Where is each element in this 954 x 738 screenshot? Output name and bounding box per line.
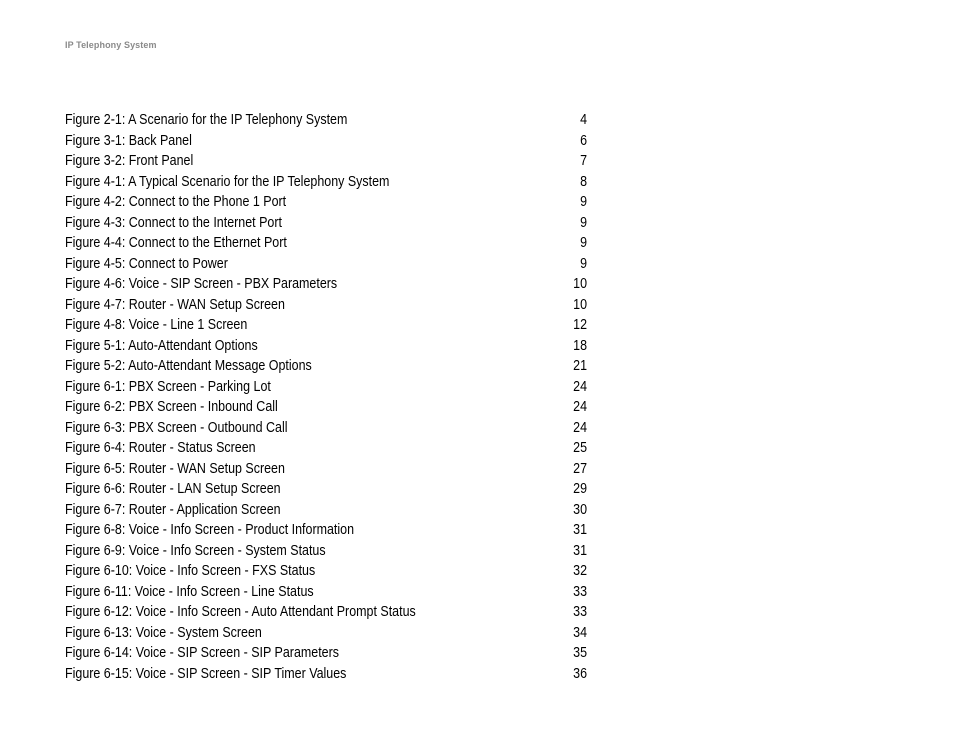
toc-entry-title: Figure 3-1: Back Panel <box>65 132 192 149</box>
toc-entry <box>65 151 587 172</box>
toc-entry <box>65 623 587 644</box>
toc-entry-title: Figure 6-7: Router - Application Screen <box>65 501 281 518</box>
toc-entry-page: 31 <box>573 522 588 538</box>
toc-entry-page: 25 <box>573 440 588 456</box>
toc-entry-title: Figure 5-2: Auto-Attendant Message Options <box>65 358 312 374</box>
toc-entry-page: 34 <box>573 624 588 641</box>
toc-entry-title: Figure 4-3: Connect to the Internet Port <box>65 214 282 231</box>
toc-entry-page: 24 <box>573 419 588 436</box>
toc-entry-page: 33 <box>573 583 588 600</box>
toc-entry-page: 9 <box>580 194 588 210</box>
toc-entry-page: 29 <box>573 481 588 497</box>
toc-entry <box>65 315 587 336</box>
toc-entry-page: 9 <box>580 235 588 251</box>
toc-entry-page: 12 <box>573 317 588 333</box>
toc-entry-title: Figure 3-2: Front Panel <box>65 153 194 169</box>
toc-entry <box>65 295 587 316</box>
toc-entry <box>65 459 587 480</box>
toc-entry-title: Figure 4-6: Voice - SIP Screen - PBX Parameters <box>65 276 338 292</box>
toc-entry <box>65 561 587 582</box>
toc-entry-title: Figure 6-2: PBX Screen - Inbound Call <box>65 399 278 415</box>
toc-entry-title: Figure 6-10: Voice - Info Screen - FXS Status <box>65 563 316 579</box>
toc-entry <box>65 418 587 439</box>
toc-entry-title: Figure 6-8: Voice - Info Screen - Product Information <box>65 522 355 538</box>
toc-entry-page: 27 <box>573 460 588 477</box>
toc-entry-title: Figure 4-1: A Typical Scenario for the IP Telephony System <box>65 173 390 190</box>
toc-entry-page: 21 <box>573 358 588 374</box>
toc-entry <box>65 172 587 193</box>
toc-entry <box>65 479 587 500</box>
toc-entry <box>65 254 587 275</box>
toc-entry-page: 32 <box>573 563 588 579</box>
toc-entry <box>65 541 587 562</box>
toc-entry-page: 4 <box>580 112 588 128</box>
toc-entry <box>65 192 587 213</box>
toc-entry-page: 10 <box>573 296 588 313</box>
toc-entry-page: 24 <box>573 378 588 395</box>
toc-entry-page: 10 <box>573 276 588 292</box>
toc-entry-title: Figure 6-13: Voice - System Screen <box>65 624 262 641</box>
toc-entry-page: 31 <box>573 542 588 559</box>
toc-entry <box>65 110 587 131</box>
toc-entry-title: Figure 6-5: Router - WAN Setup Screen <box>65 460 285 477</box>
list-of-figures <box>65 110 587 684</box>
toc-entry-title: Figure 4-5: Connect to Power <box>65 255 228 272</box>
toc-entry-page: 33 <box>573 604 588 620</box>
toc-entry-title: Figure 6-3: PBX Screen - Outbound Call <box>65 419 288 436</box>
toc-entry <box>65 274 587 295</box>
toc-entry-title: Figure 6-14: Voice - SIP Screen - SIP Parameters <box>65 645 340 661</box>
toc-entry-title: Figure 4-2: Connect to the Phone 1 Port <box>65 194 287 210</box>
toc-entry-title: Figure 4-4: Connect to the Ethernet Port <box>65 235 287 251</box>
toc-entry <box>65 438 587 459</box>
toc-entry-title: Figure 6-1: PBX Screen - Parking Lot <box>65 378 271 395</box>
toc-entry-title: Figure 2-1: A Scenario for the IP Telephony System <box>65 112 348 128</box>
toc-entry <box>65 582 587 603</box>
toc-entry-page: 18 <box>573 337 588 354</box>
toc-entry <box>65 602 587 623</box>
running-header: IP Telephony System <box>65 40 157 50</box>
toc-entry <box>65 643 587 664</box>
toc-entry-page: 24 <box>573 399 588 415</box>
toc-entry <box>65 664 587 685</box>
toc-entry <box>65 520 587 541</box>
toc-entry-title: Figure 6-4: Router - Status Screen <box>65 440 256 456</box>
toc-entry <box>65 233 587 254</box>
toc-entry-title: Figure 5-1: Auto-Attendant Options <box>65 337 258 354</box>
toc-entry-title: Figure 6-12: Voice - Info Screen - Auto Attendant Prompt Status <box>65 604 416 620</box>
toc-entry-title: Figure 6-11: Voice - Info Screen - Line Status <box>65 583 314 600</box>
toc-entry-title: Figure 6-15: Voice - SIP Screen - SIP Timer Values <box>65 665 347 682</box>
toc-entry-page: 35 <box>573 645 588 661</box>
toc-entry-title: Figure 6-6: Router - LAN Setup Screen <box>65 481 281 497</box>
toc-entry-page: 7 <box>580 153 588 169</box>
toc-entry-page: 8 <box>580 173 588 190</box>
toc-entry-title: Figure 6-9: Voice - Info Screen - System Status <box>65 542 326 559</box>
toc-entry <box>65 397 587 418</box>
toc-entry <box>65 500 587 521</box>
toc-entry <box>65 336 587 357</box>
toc-entry-page: 9 <box>580 214 588 231</box>
toc-entry-page: 9 <box>580 255 588 272</box>
toc-entry <box>65 213 587 234</box>
toc-entry-page: 6 <box>580 132 588 149</box>
toc-entry-page: 36 <box>573 665 588 682</box>
toc-entry-title: Figure 4-8: Voice - Line 1 Screen <box>65 317 248 333</box>
toc-entry <box>65 131 587 152</box>
toc-entry <box>65 377 587 398</box>
toc-entry-page: 30 <box>573 501 588 518</box>
toc-entry <box>65 356 587 377</box>
toc-entry-title: Figure 4-7: Router - WAN Setup Screen <box>65 296 285 313</box>
